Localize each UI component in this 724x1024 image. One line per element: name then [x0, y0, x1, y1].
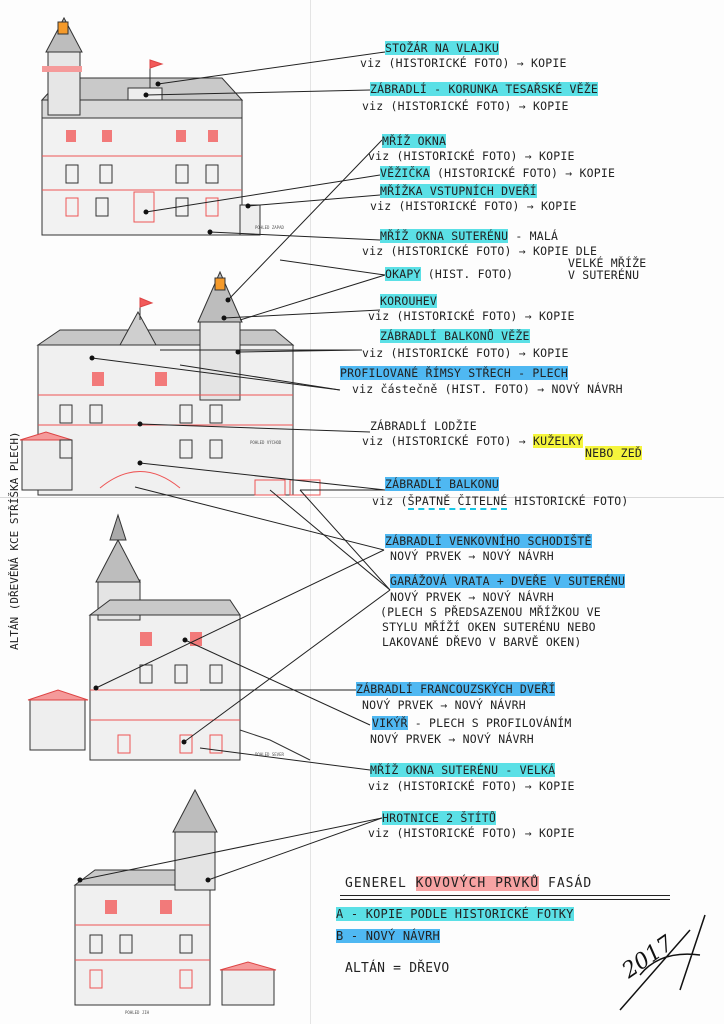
note-label: VIKÝŘ — [372, 716, 408, 730]
legend-item-text: A - KOPIE PODLE HISTORICKÉ FOTKY — [336, 907, 574, 921]
note-korouhev — [380, 295, 437, 308]
note-detail-extra: V SUTERÉNU — [568, 268, 640, 282]
legend-item-b — [336, 930, 440, 943]
note-detail: viz (HISTORICKÉ FOTO) → KOPIE DLE — [362, 244, 598, 258]
elevation-caption: POHLED JIH — [125, 1010, 150, 1015]
altan-side-title: ALTÁN — [8, 616, 21, 650]
note-hrotnice — [382, 812, 496, 825]
note-detail: viz (HISTORICKÉ FOTO) → KOPIE — [370, 199, 577, 213]
legend-item-a — [336, 908, 574, 921]
legend-item-text: B - NOVÝ NÁVRH — [336, 929, 440, 943]
note-detail: viz (HISTORICKÉ FOTO) → KOPIE — [362, 99, 569, 113]
note-detail: NOVÝ PRVEK → NOVÝ NÁVRH — [370, 732, 534, 746]
note-zabradli-francouzskych — [356, 683, 555, 696]
note-detail: STYLU MŘÍŽÍ OKEN SUTERÉNU NEBO — [382, 620, 596, 634]
note-label: OKAPY — [385, 267, 421, 281]
note-zabradli-balkonu — [385, 478, 499, 491]
note-label: PROFILOVANÉ ŘÍMSY STŘECH - PLECH — [340, 366, 568, 380]
altan-side-detail: (DŘEVĚNÁ KCE STŘÍŠKA PLECH) — [8, 431, 21, 611]
note-label: STOŽÁR NA VLAJKU — [385, 41, 499, 55]
elevation-caption: POHLED ZAPAD — [255, 225, 284, 230]
note-label: HROTNICE 2 ŠTÍTŮ — [382, 811, 496, 825]
note-detail: (HIST. FOTO) — [420, 267, 514, 281]
elevation-caption: POHLED SEVER — [255, 752, 284, 757]
elevation-north — [28, 515, 310, 760]
note-label: ZÁBRADLÍ BALKONŮ VĚŽE — [380, 329, 530, 343]
note-label: MŘÍŽ OKNA SUTERÉNU - VELKÁ — [370, 763, 556, 777]
note-label-extra: - MALÁ — [508, 229, 559, 243]
elevation-east — [20, 272, 320, 495]
note-label: ZÁBRADLÍ VENKOVNÍHO SCHODIŠTĚ — [385, 534, 592, 548]
note-okapy — [385, 268, 513, 281]
note-detail-text: HISTORICKÉ FOTO) — [507, 494, 629, 508]
signature: 2017 — [617, 931, 679, 984]
note-label: ZÁBRADLÍ - KORUNKA TESAŘSKÉ VĚŽE — [370, 82, 598, 96]
note-detail: NOVÝ PRVEK → NOVÝ NÁVRH — [390, 590, 554, 604]
note-detail-text: viz ( — [372, 494, 408, 508]
note-label: MŘÍŽKA VSTUPNÍCH DVEŘÍ — [380, 184, 537, 198]
note-label: ZÁBRADLÍ LODŽIE — [370, 419, 477, 433]
note-vikyre — [372, 717, 571, 730]
note-highlight: NEBO ZEĎ — [585, 446, 642, 460]
note-label: VĚŽIČKA — [380, 166, 430, 180]
note-detail: viz (HISTORICKÉ FOTO) → KOPIE — [368, 149, 575, 163]
note-detail: viz částečně (HIST. FOTO) → NOVÝ NÁVRH — [352, 382, 623, 396]
note-label: ZÁBRADLÍ FRANCOUZSKÝCH DVEŘÍ — [356, 682, 556, 696]
note-mriz-okna — [382, 135, 446, 148]
note-label: GARÁŽOVÁ VRATA + DVEŘE V SUTERÉNU — [390, 574, 626, 588]
note-zabradli-lodzie — [370, 420, 477, 433]
elevation-caption: POHLED VÝCHOD — [250, 440, 282, 445]
note-mriza-dveri — [380, 185, 537, 198]
note-label: MŘÍŽ OKNA SUTERÉNU — [380, 229, 509, 243]
note-garazova-vrata — [390, 575, 625, 588]
note-detail: NOVÝ PRVEK → NOVÝ NÁVRH — [362, 698, 526, 712]
note-detail — [372, 495, 628, 508]
note-detail: NOVÝ PRVEK → NOVÝ NÁVRH — [390, 549, 554, 563]
legend-title-highlight: KOVOVÝCH PRVKŮ — [415, 876, 540, 891]
note-detail — [362, 435, 583, 448]
note-zabradli-schodiste — [385, 535, 592, 548]
legend-rule — [340, 895, 670, 896]
note-detail: (PLECH S PŘEDSAZENOU MŘÍŽKOU VE — [380, 605, 601, 619]
note-label-extra: - PLECH S PROFILOVÁNÍM — [407, 716, 572, 730]
note-highlight-line2 — [585, 447, 642, 460]
note-detail: (HISTORICKÉ FOTO) → KOPIE — [437, 166, 616, 180]
note-zabradli-korunka — [370, 83, 598, 96]
note-label: ZÁBRADLÍ BALKONU — [385, 477, 499, 491]
note-detail: viz (HISTORICKÉ FOTO) → KOPIE — [362, 346, 569, 360]
note-vezicka — [380, 167, 615, 180]
note-mriz-suterenu-mala — [380, 230, 558, 243]
legend-title-suffix: FASÁD — [539, 876, 593, 891]
legend-item-altan: ALTÁN = DŘEVO — [345, 961, 450, 976]
note-underlined: ŠPATNĚ ČITELNÉ — [407, 494, 508, 508]
note-highlight: KUŽELKY — [532, 434, 583, 448]
note-detail-text: viz (HISTORICKÉ FOTO) → — [362, 434, 533, 448]
note-mriz-suterenu-velka — [370, 764, 555, 777]
legend-title-prefix: GENEREL — [345, 876, 416, 891]
note-profilovane-rimsy — [340, 367, 568, 380]
note-label: KOROUHEV — [380, 294, 437, 308]
note-detail: viz (HISTORICKÉ FOTO) → KOPIE — [368, 309, 575, 323]
elevation-south — [42, 18, 260, 235]
note-detail: viz (HISTORICKÉ FOTO) → KOPIE — [360, 56, 567, 70]
note-detail-extra: VELKÉ MŘÍŽE — [568, 256, 647, 270]
note-detail: viz (HISTORICKÉ FOTO) → KOPIE — [368, 779, 575, 793]
note-label: MŘÍŽ OKNA — [382, 134, 447, 148]
legend-title — [345, 876, 592, 891]
note-detail: viz (HISTORICKÉ FOTO) → KOPIE — [368, 826, 575, 840]
elevation-west — [75, 790, 276, 1005]
altan-side-note — [8, 431, 21, 650]
note-stozar — [385, 42, 499, 55]
note-detail: LAKOVANÉ DŘEVO V BARVĚ OKEN) — [382, 635, 582, 649]
legend-rule — [340, 899, 670, 900]
note-zabradli-balkonu-veze — [380, 330, 530, 343]
